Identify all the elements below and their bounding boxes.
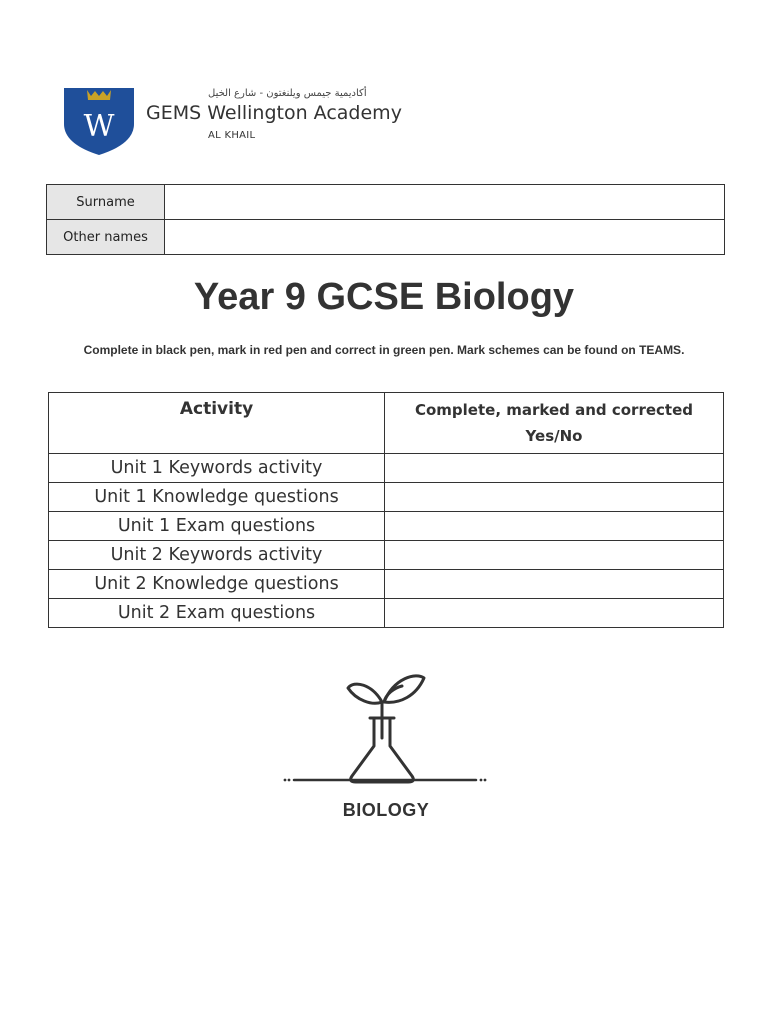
page-title: Year 9 GCSE Biology [193, 276, 575, 318]
activity-cell: Unit 1 Knowledge questions [49, 483, 385, 512]
surname-row [47, 185, 725, 220]
name-fields-table [46, 184, 725, 255]
surname-label: Surname [47, 185, 165, 220]
activity-cell: Unit 2 Keywords activity [49, 541, 385, 570]
svg-text:W: W [83, 109, 115, 144]
activity-header-row [49, 393, 724, 454]
table-row [49, 570, 724, 599]
crest-icon [60, 86, 138, 156]
activity-cell: Unit 2 Knowledge questions [49, 570, 385, 599]
activity-column-header: Activity [49, 393, 385, 454]
status-cell[interactable] [385, 454, 724, 483]
biology-label: BIOLOGY [342, 800, 430, 820]
status-cell[interactable] [385, 599, 724, 628]
school-logo [60, 86, 440, 158]
activity-table [48, 392, 724, 628]
other-names-field[interactable] [165, 220, 725, 255]
table-row [49, 483, 724, 512]
status-cell[interactable] [385, 483, 724, 512]
instructions-text: Complete in black pen, mark in red pen and correct in green pen. Mark schemes can be found on TEAMS. [83, 343, 685, 357]
other-names-label: Other names [47, 220, 165, 255]
table-row [49, 541, 724, 570]
school-subtitle: AL KHAIL [208, 130, 256, 141]
surname-field[interactable] [165, 185, 725, 220]
school-name-arabic: أكاديمية جيمس ويلنغتون - شارع الخيل [208, 88, 367, 99]
status-cell[interactable] [385, 512, 724, 541]
table-row [49, 454, 724, 483]
other-names-row [47, 220, 725, 255]
activity-cell: Unit 1 Keywords activity [49, 454, 385, 483]
table-row [49, 512, 724, 541]
status-column-header: Complete, marked and corrected Yes/No [385, 393, 724, 454]
status-cell[interactable] [385, 541, 724, 570]
activity-cell: Unit 2 Exam questions [49, 599, 385, 628]
status-cell[interactable] [385, 570, 724, 599]
school-name: GEMS Wellington Academy [146, 102, 402, 124]
table-row [49, 599, 724, 628]
activity-cell: Unit 1 Exam questions [49, 512, 385, 541]
